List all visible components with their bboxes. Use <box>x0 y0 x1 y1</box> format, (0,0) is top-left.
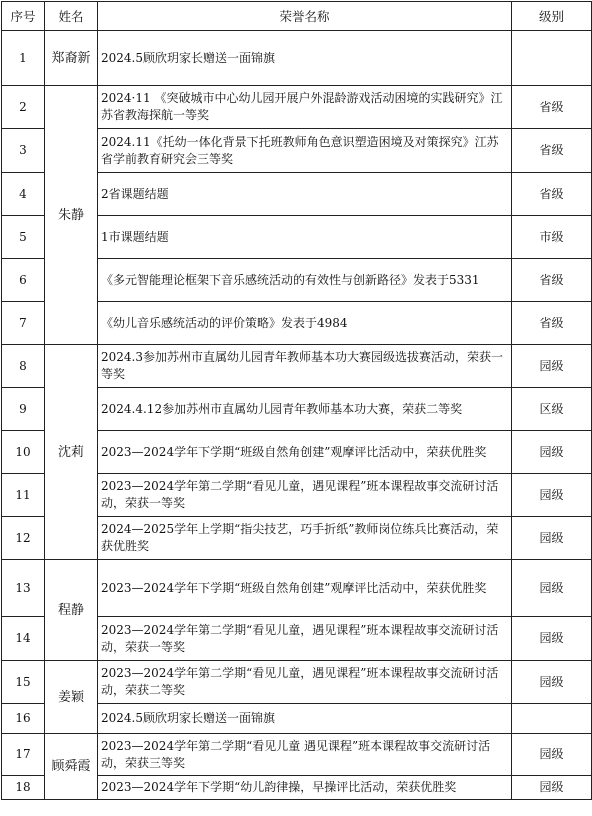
header-honor: 荣誉名称 <box>98 2 512 31</box>
row-level: 园级 <box>512 431 592 474</box>
row-honor: 2省课题结题 <box>98 173 512 216</box>
row-honor: 2023—2024学年第二学期“看见儿童，遇见课程”班本课程故事交流研讨活动，荣获一等奖 <box>98 617 512 661</box>
row-honor: 2024.5顾欣玥家长赠送一面锦旗 <box>98 31 512 86</box>
row-no: 2 <box>2 86 45 129</box>
row-honor: 2024.4.12参加苏州市直属幼儿园青年教师基本功大赛，荣获二等奖 <box>98 388 512 431</box>
row-no: 6 <box>2 259 45 302</box>
row-name: 顾舜霞 <box>45 734 98 800</box>
row-honor: 2023—2024学年第二学期“看见儿童，遇见课程”班本课程故事交流研讨活动，荣获二等奖 <box>98 661 512 704</box>
row-level: 省级 <box>512 173 592 216</box>
row-no: 9 <box>2 388 45 431</box>
row-level: 园级 <box>512 661 592 704</box>
row-honor: 2023—2024学年下学期“幼儿韵律操，早操评比活动，荣获优胜奖 <box>98 776 512 800</box>
table-row <box>2 734 592 776</box>
row-no: 13 <box>2 560 45 617</box>
row-honor: 1市课题结题 <box>98 216 512 259</box>
row-level: 园级 <box>512 560 592 617</box>
row-no: 16 <box>2 704 45 734</box>
row-name: 朱静 <box>45 86 98 345</box>
row-no: 7 <box>2 302 45 345</box>
header-name: 姓名 <box>45 2 98 31</box>
row-level: 省级 <box>512 259 592 302</box>
row-name: 沈莉 <box>45 345 98 560</box>
row-level: 园级 <box>512 517 592 560</box>
row-no: 10 <box>2 431 45 474</box>
row-no: 8 <box>2 345 45 388</box>
row-level: 园级 <box>512 776 592 800</box>
row-level: 区级 <box>512 388 592 431</box>
row-level: 省级 <box>512 86 592 129</box>
row-honor: 2023—2024学年第二学期“看见儿童 遇见课程”班本课程故事交流研讨活动，荣获三等奖 <box>98 734 512 776</box>
row-no: 14 <box>2 617 45 661</box>
row-level <box>512 704 592 734</box>
row-level: 园级 <box>512 474 592 517</box>
row-honor: 2024·11 《突破城市中心幼儿园开展户外混龄游戏活动困境的实践研究》江苏省教海探航一等奖 <box>98 86 512 129</box>
row-name: 郑裔新 <box>45 31 98 86</box>
honors-table <box>1 1 592 800</box>
row-level: 园级 <box>512 734 592 776</box>
row-level: 园级 <box>512 345 592 388</box>
header-no: 序号 <box>2 2 45 31</box>
row-no: 18 <box>2 776 45 800</box>
header-level: 级别 <box>512 2 592 31</box>
row-no: 1 <box>2 31 45 86</box>
row-level <box>512 31 592 86</box>
table-row <box>2 86 592 129</box>
row-level: 省级 <box>512 129 592 173</box>
row-no: 5 <box>2 216 45 259</box>
row-level: 园级 <box>512 617 592 661</box>
table-row <box>2 661 592 704</box>
table-row <box>2 345 592 388</box>
row-name: 程静 <box>45 560 98 661</box>
row-level: 省级 <box>512 302 592 345</box>
row-no: 3 <box>2 129 45 173</box>
row-no: 4 <box>2 173 45 216</box>
row-no: 17 <box>2 734 45 776</box>
row-name: 姜颖 <box>45 661 98 734</box>
row-no: 12 <box>2 517 45 560</box>
row-honor: 2023—2024学年下学期“班级自然角创建”观摩评比活动中，荣获优胜奖 <box>98 560 512 617</box>
row-honor: 2024.5顾欣玥家长赠送一面锦旗 <box>98 704 512 734</box>
row-honor: 2023—2024学年第二学期“看见儿童，遇见课程”班本课程故事交流研讨活动，荣获一等奖 <box>98 474 512 517</box>
row-honor: 2024—2025学年上学期“指尖技艺，巧手折纸”教师岗位练兵比赛活动，荣获优胜奖 <box>98 517 512 560</box>
row-honor: 《幼儿音乐感统活动的评价策略》发表于4984 <box>98 302 512 345</box>
row-honor: 2024.3参加苏州市直属幼儿园青年教师基本功大赛园级选拔赛活动，荣获一等奖 <box>98 345 512 388</box>
row-no: 11 <box>2 474 45 517</box>
table-row <box>2 31 592 86</box>
header-row <box>2 2 592 31</box>
row-honor: 《多元智能理论框架下音乐感统活动的有效性与创新路径》发表于5331 <box>98 259 512 302</box>
row-level: 市级 <box>512 216 592 259</box>
table-row <box>2 560 592 617</box>
row-honor: 2024.11《托幼一体化背景下托班教师角色意识塑造困境及对策探究》江苏省学前教育研究会三等奖 <box>98 129 512 173</box>
row-honor: 2023—2024学年下学期“班级自然角创建”观摩评比活动中，荣获优胜奖 <box>98 431 512 474</box>
row-no: 15 <box>2 661 45 704</box>
